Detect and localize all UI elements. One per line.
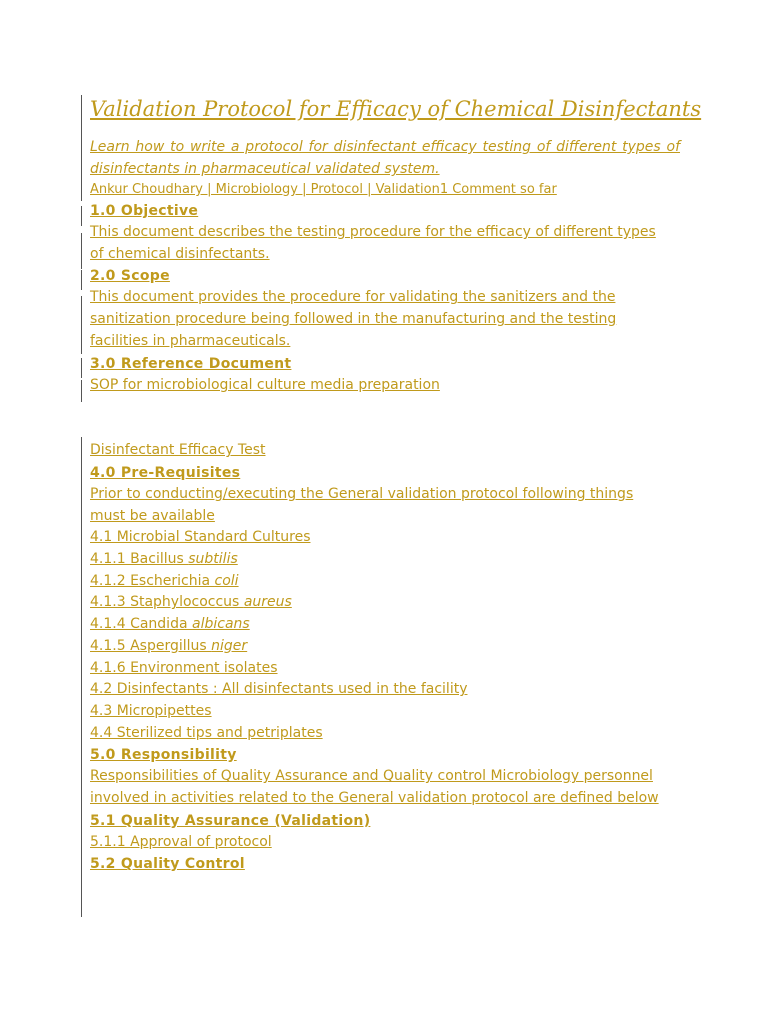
margin-bar xyxy=(81,206,82,226)
document-content xyxy=(90,94,702,875)
scope-text[interactable]: This document provides the procedure for validating the sanitizers and the sanitization procedure being followed in the manufacturing and the testing facilities in pharmaceuticals. xyxy=(90,289,617,349)
margin-bar xyxy=(81,233,82,269)
scope-heading[interactable]: 2.0 Scope xyxy=(90,268,170,285)
document-title[interactable]: Validation Protocol for Efficacy of Chemical Disinfectants xyxy=(90,97,702,121)
objective-text[interactable]: This document describes the testing procedure for the efficacy of different types of chemical disinfectants. xyxy=(90,224,656,262)
item-4-4[interactable]: 4.4 Sterilized tips and petriplates xyxy=(90,724,323,741)
margin-bar xyxy=(81,437,82,917)
prereq-heading[interactable]: 4.0 Pre-Requisites xyxy=(90,464,241,481)
item-4-1-4[interactable] xyxy=(90,614,680,636)
disinfectant-test-link[interactable]: Disinfectant Efficacy Test xyxy=(90,442,266,459)
item-4-1-2[interactable] xyxy=(90,571,680,593)
qa-heading[interactable]: 5.1 Quality Assurance (Validation) xyxy=(90,812,371,829)
reference-heading[interactable]: 3.0 Reference Document xyxy=(90,355,292,372)
responsibility-text[interactable]: Responsibilities of Quality Assurance and Quality control Microbiology personnel involved in activities related to the General validation protocol are defined below xyxy=(90,768,659,807)
margin-bar xyxy=(81,270,82,290)
item-label: 4.1.3 Staphylococcus xyxy=(90,594,244,611)
item-4-1-6[interactable]: 4.1.6 Environment isolates xyxy=(90,659,278,676)
objective-heading[interactable]: 1.0 Objective xyxy=(90,203,199,219)
item-species: subtilis xyxy=(188,551,238,568)
item-4-2[interactable]: 4.2 Disinfectants : All disinfectants used in the facility xyxy=(90,681,468,698)
author-meta-links[interactable]: Ankur Choudhary | Microbiology | Protocol | Validation1 Comment so far xyxy=(90,182,557,197)
item-4-1[interactable]: 4.1 Microbial Standard Cultures xyxy=(90,529,311,546)
margin-bar xyxy=(81,358,82,378)
item-species: niger xyxy=(211,637,248,654)
item-label: 4.1.4 Candida xyxy=(90,616,192,633)
responsibility-heading[interactable]: 5.0 Responsibility xyxy=(90,747,237,764)
item-4-3[interactable]: 4.3 Micropipettes xyxy=(90,702,212,719)
margin-bar xyxy=(81,380,82,402)
item-4-1-1[interactable] xyxy=(90,549,680,571)
item-5-1-1[interactable]: 5.1.1 Approval of protocol xyxy=(90,833,272,850)
qc-heading[interactable]: 5.2 Quality Control xyxy=(90,856,245,873)
item-label: 4.1.5 Aspergillus xyxy=(90,637,212,654)
margin-bar xyxy=(81,95,82,201)
item-species: aureus xyxy=(243,594,292,611)
item-4-1-5[interactable] xyxy=(90,636,680,658)
document-subtitle[interactable]: Learn how to write a protocol for disinfectant efficacy testing of different types of disinfectants in pharmaceutical validated system. xyxy=(90,139,680,177)
item-species: albicans xyxy=(192,616,250,633)
item-species: coli xyxy=(214,572,239,589)
item-4-1-3[interactable] xyxy=(90,592,680,614)
spacer xyxy=(90,396,680,440)
prereq-text[interactable]: Prior to conducting/executing the General validation protocol following things must be available xyxy=(90,485,634,524)
margin-bar xyxy=(81,296,82,354)
reference-text[interactable]: SOP for microbiological culture media preparation xyxy=(90,376,440,393)
item-label: 4.1.1 Bacillus xyxy=(90,551,189,568)
item-label: 4.1.2 Escherichia xyxy=(90,572,215,589)
